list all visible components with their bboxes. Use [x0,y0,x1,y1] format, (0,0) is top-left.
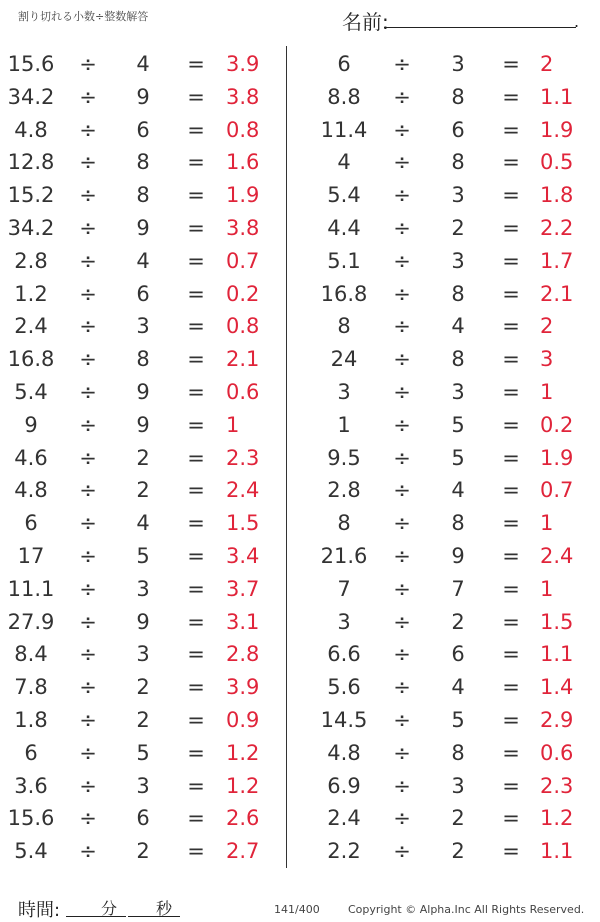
equals-sign: = [187,609,205,634]
division-sign: ÷ [79,478,97,503]
answer: 0.2 [540,412,574,437]
answer: 2.6 [226,806,260,831]
answer: 0.2 [226,281,260,306]
answer: 0.7 [226,248,260,273]
dividend: 2.4 [14,314,48,339]
answer: 2.3 [226,445,260,470]
division-sign: ÷ [393,576,411,601]
division-sign: ÷ [393,52,411,76]
division-sign: ÷ [79,281,97,306]
equals-sign: = [187,52,205,76]
answer: 3.9 [226,675,260,700]
dividend: 6 [337,52,351,76]
dividend: 3 [337,379,351,404]
equals-sign: = [502,609,520,634]
answer: 2.1 [226,347,260,372]
division-sign: ÷ [79,543,97,568]
answer: 3.7 [226,576,260,601]
divisor: 4 [451,478,465,503]
copyright-notice: Copyright © Alpha.Inc All Rights Reserved. [348,903,585,916]
answer: 2 [540,314,554,339]
division-sign: ÷ [79,445,97,470]
answer: 3.8 [226,84,260,109]
answer: 2.3 [540,773,574,798]
division-sign: ÷ [79,84,97,109]
equals-sign: = [187,478,205,503]
worksheet-title: 割り切れる小数÷整数解答 [18,10,149,23]
page-number: 141/400 [274,903,320,916]
equals-sign: = [502,839,520,864]
division-sign: ÷ [393,740,411,765]
divisor: 4 [136,511,150,536]
division-sign: ÷ [393,183,411,208]
answer: 2 [540,52,554,76]
dividend: 2.8 [327,478,361,503]
division-sign: ÷ [393,806,411,831]
division-sign: ÷ [393,84,411,109]
division-sign: ÷ [393,281,411,306]
dividend: 4 [337,150,351,175]
division-sign: ÷ [393,117,411,142]
dividend: 2.4 [327,806,361,831]
equals-sign: = [502,511,520,536]
division-sign: ÷ [393,707,411,732]
answer: 1.6 [226,150,260,175]
division-sign: ÷ [79,412,97,437]
divisor: 7 [451,576,465,601]
dividend: 5.1 [327,248,361,273]
divisor: 6 [451,642,465,667]
equals-sign: = [187,773,205,798]
divisor: 5 [451,445,465,470]
division-sign: ÷ [79,314,97,339]
division-sign: ÷ [393,215,411,240]
equals-sign: = [502,183,520,208]
division-sign: ÷ [79,773,97,798]
dividend: 6.9 [327,773,361,798]
division-sign: ÷ [393,445,411,470]
divisor: 5 [451,707,465,732]
divisor: 9 [451,543,465,568]
equals-sign: = [502,445,520,470]
answer: 3 [540,347,554,372]
equals-sign: = [187,445,205,470]
dividend: 8.4 [14,642,48,667]
divisor: 3 [451,379,465,404]
divisor: 4 [136,248,150,273]
dividend: 11.1 [7,576,55,601]
division-sign: ÷ [79,806,97,831]
division-sign: ÷ [393,248,411,273]
answer: 2.7 [226,839,260,864]
divisor: 2 [136,839,150,864]
equals-sign: = [187,576,205,601]
equals-sign: = [502,215,520,240]
divisor: 3 [136,642,150,667]
division-sign: ÷ [393,150,411,175]
division-sign: ÷ [79,52,97,76]
divisor: 8 [451,740,465,765]
divisor: 8 [451,347,465,372]
equals-sign: = [187,150,205,175]
divisor: 9 [136,609,150,634]
answer: 1.7 [540,248,574,273]
equals-sign: = [187,281,205,306]
divisor: 3 [451,773,465,798]
divisor: 3 [451,248,465,273]
divisor: 4 [451,314,465,339]
division-sign: ÷ [393,347,411,372]
equals-sign: = [502,675,520,700]
equals-sign: = [502,740,520,765]
divisor: 6 [451,117,465,142]
dividend: 1.8 [14,707,48,732]
answer: 3.1 [226,609,260,634]
equals-sign: = [187,84,205,109]
dividend: 4.8 [327,740,361,765]
equals-sign: = [502,314,520,339]
divisor: 5 [136,740,150,765]
divisor: 3 [451,52,465,76]
answer: 0.5 [540,150,574,175]
answer: 3.4 [226,543,260,568]
dividend: 11.4 [320,117,368,142]
answer: 1.5 [540,609,574,634]
equals-sign: = [187,117,205,142]
answer: 2.9 [540,707,574,732]
column-divider [286,46,287,868]
dividend: 17 [17,543,45,568]
equals-sign: = [187,347,205,372]
answer: 1.2 [226,740,260,765]
answer: 1.8 [540,183,574,208]
equals-sign: = [502,806,520,831]
dividend: 15.6 [7,806,55,831]
dividend: 6 [24,740,38,765]
division-sign: ÷ [393,839,411,864]
answer: 1.9 [540,445,574,470]
division-sign: ÷ [393,511,411,536]
equals-sign: = [502,379,520,404]
divisor: 3 [136,314,150,339]
dividend: 9.5 [327,445,361,470]
dividend: 5.4 [14,379,48,404]
divisor: 8 [451,281,465,306]
divisor: 9 [136,84,150,109]
division-sign: ÷ [79,707,97,732]
dividend: 5.4 [327,183,361,208]
dividend: 5.6 [327,675,361,700]
name-end-dot: . [574,12,580,31]
dividend: 15.2 [7,183,55,208]
dividend: 2.2 [327,839,361,864]
answer: 1.5 [226,511,260,536]
answer: 3.8 [226,215,260,240]
division-sign: ÷ [79,347,97,372]
seconds-label: 秒 [156,899,173,918]
answer: 1.1 [540,642,574,667]
dividend: 4.6 [14,445,48,470]
answer: 1.2 [540,806,574,831]
name-label: 名前: [342,10,389,34]
division-sign: ÷ [393,412,411,437]
divisor: 8 [136,183,150,208]
answer: 1.2 [226,773,260,798]
dividend: 4.4 [327,215,361,240]
divisor: 6 [136,117,150,142]
answer: 0.6 [540,740,574,765]
division-sign: ÷ [79,117,97,142]
equals-sign: = [187,642,205,667]
dividend: 16.8 [320,281,368,306]
divisor: 2 [451,609,465,634]
minutes-label: 分 [101,899,118,918]
answer: 1.9 [540,117,574,142]
divisor: 2 [451,839,465,864]
dividend: 21.6 [320,543,368,568]
equals-sign: = [502,478,520,503]
equals-sign: = [187,511,205,536]
divisor: 9 [136,379,150,404]
dividend: 1 [337,412,351,437]
divisor: 6 [136,806,150,831]
division-sign: ÷ [393,609,411,634]
equals-sign: = [502,248,520,273]
seconds-field-line[interactable] [128,916,180,917]
division-sign: ÷ [393,773,411,798]
divisor: 5 [451,412,465,437]
dividend: 3 [337,609,351,634]
answer: 2.4 [540,543,574,568]
answer: 0.7 [540,478,574,503]
division-sign: ÷ [393,314,411,339]
divisor: 4 [136,52,150,76]
dividend: 6.6 [327,642,361,667]
division-sign: ÷ [79,609,97,634]
divisor: 4 [451,675,465,700]
divisor: 8 [136,150,150,175]
division-sign: ÷ [393,642,411,667]
divisor: 2 [451,806,465,831]
division-sign: ÷ [79,511,97,536]
divisor: 9 [136,215,150,240]
dividend: 24 [330,347,358,372]
divisor: 2 [451,215,465,240]
answer: 2.8 [226,642,260,667]
division-sign: ÷ [79,576,97,601]
dividend: 3.6 [14,773,48,798]
divisor: 3 [136,576,150,601]
dividend: 7 [337,576,351,601]
dividend: 4.8 [14,478,48,503]
dividend: 4.8 [14,117,48,142]
answer: 1.1 [540,839,574,864]
equals-sign: = [502,84,520,109]
dividend: 9 [24,412,38,437]
equals-sign: = [187,543,205,568]
divisor: 8 [451,84,465,109]
division-sign: ÷ [79,839,97,864]
answer: 0.9 [226,707,260,732]
equals-sign: = [187,248,205,273]
division-sign: ÷ [79,215,97,240]
answer: 0.8 [226,314,260,339]
dividend: 6 [24,511,38,536]
equals-sign: = [502,117,520,142]
equals-sign: = [502,543,520,568]
divisor: 2 [136,445,150,470]
answer: 1 [540,576,554,601]
equals-sign: = [187,412,205,437]
answer: 2.2 [540,215,574,240]
answer: 0.8 [226,117,260,142]
division-sign: ÷ [393,379,411,404]
dividend: 7.8 [14,675,48,700]
division-sign: ÷ [79,740,97,765]
division-sign: ÷ [393,478,411,503]
equals-sign: = [502,347,520,372]
dividend: 15.6 [7,52,55,76]
equals-sign: = [502,281,520,306]
divisor: 6 [136,281,150,306]
answer: 2.1 [540,281,574,306]
time-label: 時間: [18,900,61,921]
dividend: 14.5 [320,707,368,732]
dividend: 8 [337,314,351,339]
division-sign: ÷ [79,642,97,667]
equals-sign: = [187,675,205,700]
dividend: 5.4 [14,839,48,864]
equals-sign: = [187,215,205,240]
division-sign: ÷ [79,183,97,208]
divisor: 8 [451,511,465,536]
division-sign: ÷ [79,675,97,700]
divisor: 8 [451,150,465,175]
answer: 1.1 [540,84,574,109]
name-field-line[interactable] [384,27,576,28]
divisor: 8 [136,347,150,372]
equals-sign: = [187,314,205,339]
equals-sign: = [502,150,520,175]
dividend: 16.8 [7,347,55,372]
divisor: 9 [136,412,150,437]
divisor: 2 [136,675,150,700]
answer: 3.9 [226,52,260,76]
division-sign: ÷ [393,543,411,568]
equals-sign: = [187,839,205,864]
dividend: 2.8 [14,248,48,273]
equals-sign: = [502,52,520,76]
dividend: 27.9 [7,609,55,634]
answer: 2.4 [226,478,260,503]
dividend: 1.2 [14,281,48,306]
answer: 1.4 [540,675,574,700]
answer: 1.9 [226,183,260,208]
division-sign: ÷ [79,248,97,273]
divisor: 3 [451,183,465,208]
equals-sign: = [502,707,520,732]
division-sign: ÷ [79,379,97,404]
answer: 1 [540,511,554,536]
equals-sign: = [187,183,205,208]
divisor: 2 [136,478,150,503]
divisor: 3 [136,773,150,798]
answer: 1 [226,412,240,437]
equals-sign: = [187,707,205,732]
equals-sign: = [502,642,520,667]
equals-sign: = [187,379,205,404]
equals-sign: = [502,412,520,437]
equals-sign: = [502,773,520,798]
divisor: 5 [136,543,150,568]
divisor: 2 [136,707,150,732]
equals-sign: = [187,740,205,765]
division-sign: ÷ [79,150,97,175]
equals-sign: = [502,576,520,601]
equals-sign: = [187,806,205,831]
dividend: 12.8 [7,150,55,175]
answer: 0.6 [226,379,260,404]
dividend: 34.2 [7,84,55,109]
dividend: 8.8 [327,84,361,109]
division-sign: ÷ [393,675,411,700]
dividend: 8 [337,511,351,536]
dividend: 34.2 [7,215,55,240]
answer: 1 [540,379,554,404]
